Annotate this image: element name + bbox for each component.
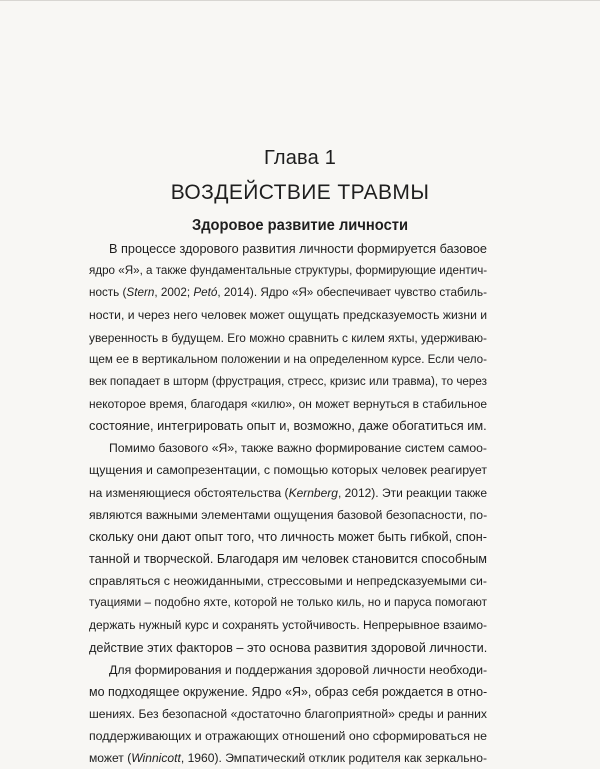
chapter-title: ВОЗДЕЙСТВИЕ ТРАВМЫ	[170, 181, 430, 204]
paragraph-1-line-3: ность (Stern, 2002; Petó, 2014). Ядро «Я» обеспечивает чувство стабиль-	[89, 286, 487, 300]
paragraph-2-line-7: справляться с неожиданными, стрессовыми и непредсказуемыми си-	[89, 574, 487, 589]
paragraph-2-line-5: скольку они дают опыт того, что личность может быть гибкой, спон-	[89, 529, 487, 544]
paragraph-3-line-2: мо подходящее окружение. Ядро «Я», образ себя рождается в отно-	[89, 684, 488, 699]
paragraph-3-line-1: Для формирования и поддержания здоровой личности необходи-	[109, 662, 488, 677]
paragraph-1-line-9: состояние, интегрировать опыт и, возможно, даже обогатиться им.	[89, 418, 487, 434]
paragraph-2-line-1: Помимо базового «Я», также важно формирование систем самоо-	[109, 441, 487, 456]
paragraph-2-line-8: туациями – подобно яхте, которой не только киль, но и паруса помогают	[89, 596, 487, 610]
chapter-label: Глава 1	[263, 147, 337, 169]
paragraph-1-line-2: ядро «Я», а также фундаментальные структуры, формирующие идентич-	[89, 264, 488, 278]
paragraph-1-line-6: щем ее в вертикальном положении и на определенном курсе. Если чело-	[89, 352, 487, 366]
paragraph-1-line-8: некоторое время, благодаря «килю», он может вернуться в стабильное	[89, 396, 488, 411]
paragraph-2-line-3: на изменяющиеся обстоятельства (Kernberg, 2012). Эти реакции также	[89, 485, 488, 500]
paragraph-1-line-5: уверенность в будущем. Его можно сравнить с килем яхты, удерживаю-	[89, 330, 487, 345]
paragraph-2-line-4: являются важными элементами ощущения базовой безопасности, по-	[89, 507, 488, 522]
page-top-edge	[0, 0, 600, 1]
paragraph-3-line-4: поддерживающих и отражающих отношений оно сформироваться не	[89, 729, 488, 744]
paragraph-3-line-5: может (Winnicott, 1960). Эмпатический отклик родителя как зеркально-	[89, 751, 487, 766]
paragraph-1-line-4: ности, и через него человек может ощущать предсказуемость жизни и	[89, 308, 488, 323]
paragraph-2-line-9: держать нужный курс и сохранять устойчивость. Непрерывное взаимо-	[89, 618, 488, 633]
paragraph-3-line-3: шениях. Без безопасной «достаточно благоприятной» среды и ранних	[89, 706, 487, 721]
paragraph-1-line-7: век попадает в шторм (фрустрация, стресс, кризис или травма), то через	[89, 374, 487, 388]
paragraph-2-line-10: действие этих факторов – это основа развития здоровой личности.	[89, 640, 488, 655]
paragraph-1-line-1: В процессе здорового развития личности формируется базовое	[109, 242, 487, 256]
paragraph-2-line-6: танной и творческой. Благодаря им человек становится способным	[89, 551, 487, 566]
paragraph-2-line-2: щущения и самопрезентации, с помощью которых человек реагирует	[89, 463, 488, 478]
section-heading: Здоровое развитие личности	[191, 217, 409, 234]
body-text	[89, 238, 487, 769]
